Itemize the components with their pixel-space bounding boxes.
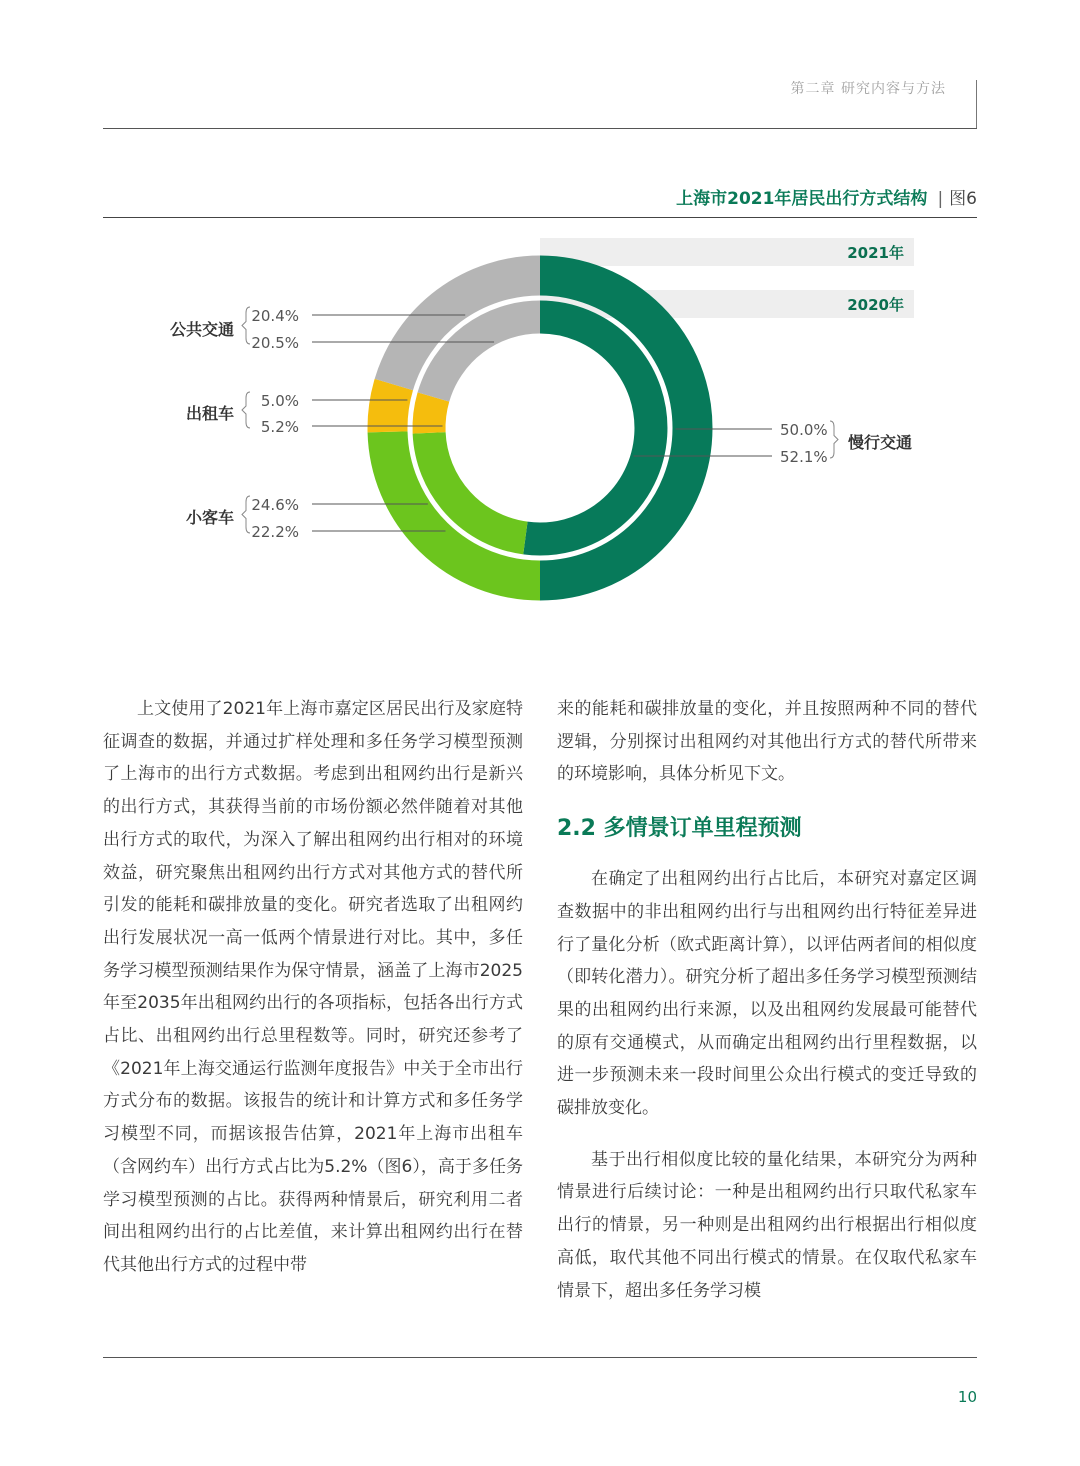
paragraph-left-1: 上文使用了2021年上海市嘉定区居民出行及家庭特征调查的数据，并通过扩样处理和多任务学习模型预测了上海市的出行方式数据。考虑到出租网约出行是新兴的出行方式，其获得当前的市场份额必然伴随着对其他出行方式的取代，为深入了解出租网约出行相对的环境效益，研究聚焦出租网约出行方式对其他方式的替代所引发的能耗和碳排放量的变化。研究者选取了出租网约出行发展状况一高一低两个情景进行对比。其中，多任务学习模型预测结果作为保守情景，涵盖了上海市2025年至2035年出租网约出行的各项指标，包括各出行方式占比、出租网约出行总里程数等。同时，研究还参考了《2021年上海交通运行监测年度报告》中关于全市出行方式分布的数据。该报告的统计和计算方式和多任务学习模型不同，而据该报告估算，2021年上海市出租车（含网约车）出行方式占比为5.2%（图6），高于多任务学习模型预测的占比。获得两种情景后，研究利用二者间出租网约出行的占比差值，来计算出租网约出行在替代其他出行方式的过程中带 (103, 699, 523, 1275)
label-brace (242, 307, 250, 344)
year-label-inner: 2020年 (847, 296, 904, 314)
section-heading: 2.2 多情景订单里程预测 (557, 816, 802, 842)
value-label: 20.4% (251, 307, 299, 325)
donut-chart (0, 0, 1080, 660)
paragraph-right-continued: 来的能耗和碳排放量的变化，并且按照两种不同的替代逻辑，分别探讨出租网约对其他出行方式的替代所带来的环境影响，具体分析见下文。 (557, 699, 977, 785)
value-label: 50.0% (780, 421, 828, 439)
figure-number: 图6 (949, 189, 977, 209)
value-label: 52.1% (780, 448, 828, 466)
label-brace (242, 496, 250, 533)
value-label: 5.2% (260, 418, 299, 436)
year-label-outer: 2021年 (847, 244, 904, 262)
value-label: 20.5% (251, 334, 299, 352)
value-label: 22.2% (251, 523, 299, 541)
page-number: 10 (957, 1388, 977, 1406)
category-label: 公共交通 (169, 320, 234, 339)
category-label: 慢行交通 (848, 433, 913, 452)
label-brace (830, 421, 838, 458)
donut-slice-inner (525, 317, 651, 539)
text-column-right (557, 693, 977, 1307)
category-label: 小客车 (185, 508, 234, 527)
label-brace (242, 392, 250, 428)
category-label: 出租车 (185, 404, 234, 423)
footer-rule (103, 1357, 977, 1358)
chapter-header: 第二章 研究内容与方法 (790, 81, 946, 97)
figure-separator: | (937, 189, 944, 209)
text-column-left (103, 693, 523, 1282)
figure-title: 上海市2021年居民出行方式结构 (676, 189, 928, 209)
value-label: 5.0% (260, 392, 299, 410)
donut-slice-outer (388, 385, 394, 432)
value-label: 24.6% (251, 496, 299, 514)
donut-slice-inner (429, 397, 433, 433)
paragraph-right-1: 在确定了出租网约出行占比后，本研究对嘉定区调查数据中的非出租网约出行与出租网约出行特征差异进行了量化分析（欧式距离计算），以评估两者间的相似度（即转化潜力）。研究分析了超出多任务学习模型预测结果的出租网约出行来源，以及出租网约发展最可能替代的原有交通模式，从而确定出租网约出行里程数据，以进一步预测未来一段时间里公众出行模式的变迁导致的碳排放变化。 (557, 869, 977, 1119)
paragraph-right-2: 基于出行相似度比较的量化结果，本研究分为两种情景进行后续讨论：一种是出租网约出行只取代私家车出行的情景，另一种则是出租网约出行根据出行相似度高低，取代其他不同出行模式的情景。在仅取代私家车情景下，超出多任务学习模 (557, 1149, 977, 1301)
